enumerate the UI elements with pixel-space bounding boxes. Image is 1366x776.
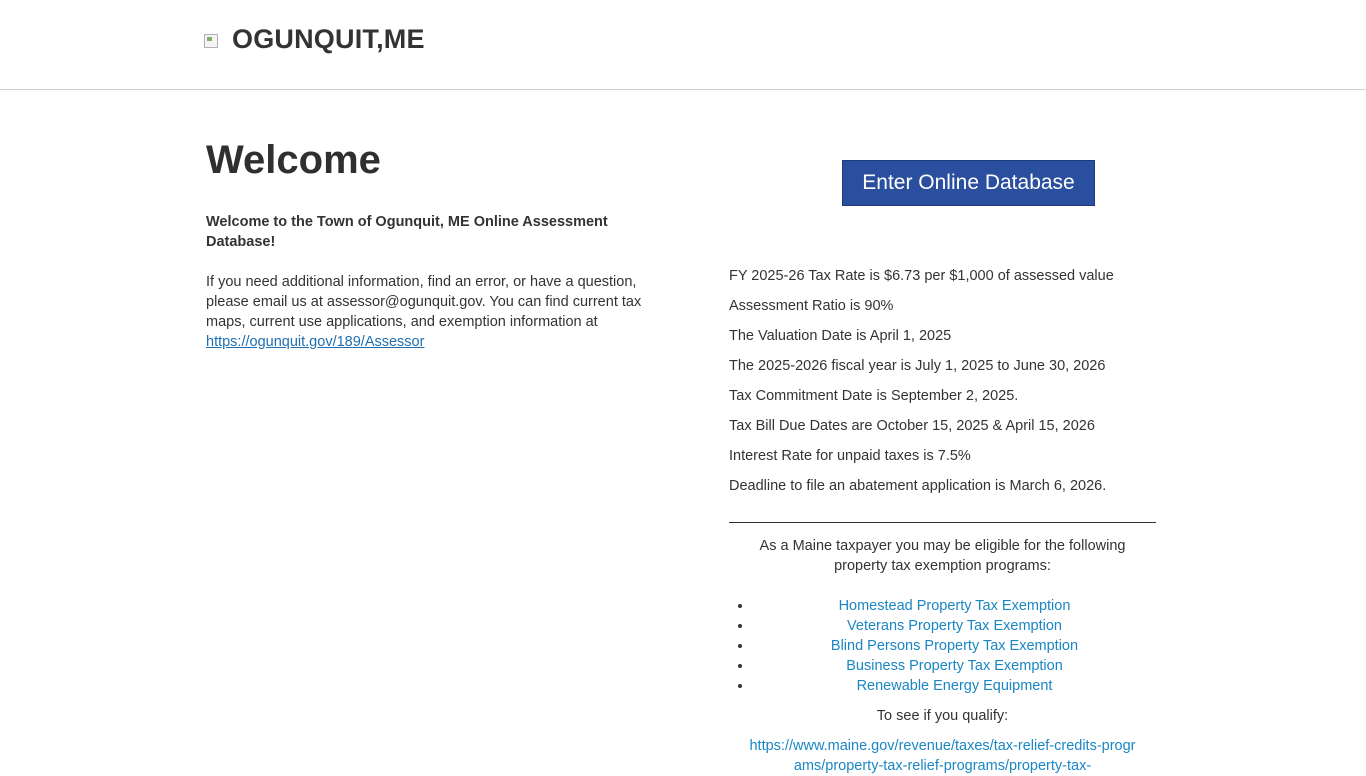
- blind-persons-exemption-link[interactable]: Blind Persons Property Tax Exemption: [830, 638, 1079, 654]
- welcome-intro: Welcome to the Town of Ogunquit, ME Online Assessment Database!: [206, 214, 608, 250]
- tax-info-line: The 2025-2026 fiscal year is July 1, 2025 to June 30, 2026: [729, 358, 1106, 374]
- veterans-exemption-link[interactable]: Veterans Property Tax Exemption: [847, 618, 1062, 634]
- tax-info-line: Tax Commitment Date is September 2, 2025.: [729, 388, 1019, 404]
- maine-revenue-link[interactable]: https://www.maine.gov/revenue/taxes/tax-relief-credits-programs/property-tax-relief-programs/property-tax-: [749, 738, 1136, 774]
- enter-online-database-button[interactable]: Enter Online Database: [842, 160, 1095, 206]
- tax-info-line: Interest Rate for unpaid taxes is 7.5%: [729, 448, 971, 464]
- assessor-link[interactable]: https://ogunquit.gov/189/Assessor: [206, 334, 425, 350]
- exemption-section: [729, 536, 1156, 776]
- list-item: [753, 616, 1156, 636]
- tax-info-line: FY 2025-26 Tax Rate is $6.73 per $1,000 of assessed value: [729, 268, 1114, 284]
- exemption-program-list: [729, 596, 1156, 696]
- tax-info-line: Deadline to file an abatement application is March 6, 2026.: [729, 478, 1107, 494]
- tax-info-line: The Valuation Date is April 1, 2025: [729, 328, 952, 344]
- page-title: Welcome: [206, 138, 381, 182]
- qualify-text: To see if you qualify:: [876, 708, 1009, 724]
- eligibility-text: As a Maine taxpayer you may be eligible for the following property tax exemption programs:: [759, 538, 1126, 574]
- list-item: [753, 636, 1156, 656]
- welcome-section: [206, 212, 676, 352]
- list-item: [753, 656, 1156, 676]
- broken-image-icon: [204, 34, 218, 48]
- tax-info-line: Tax Bill Due Dates are October 15, 2025 & April 15, 2026: [729, 418, 1095, 434]
- business-exemption-link[interactable]: Business Property Tax Exemption: [846, 658, 1063, 674]
- contact-info-text: If you need additional information, find an error, or have a question, please email us at assessor@ogunquit.gov. You can find current tax maps, current use applications, and exemption information at: [206, 274, 642, 330]
- tax-info-list: [729, 266, 1159, 506]
- renewable-energy-link[interactable]: Renewable Energy Equipment: [856, 678, 1053, 694]
- homestead-exemption-link[interactable]: Homestead Property Tax Exemption: [838, 598, 1071, 614]
- contact-info: [206, 272, 676, 352]
- list-item: [753, 596, 1156, 616]
- site-header: [0, 0, 1366, 90]
- section-divider: [729, 522, 1156, 523]
- site-title[interactable]: OGUNQUIT,ME: [232, 24, 425, 54]
- tax-info-line: Assessment Ratio is 90%: [729, 298, 894, 314]
- list-item: [753, 676, 1156, 696]
